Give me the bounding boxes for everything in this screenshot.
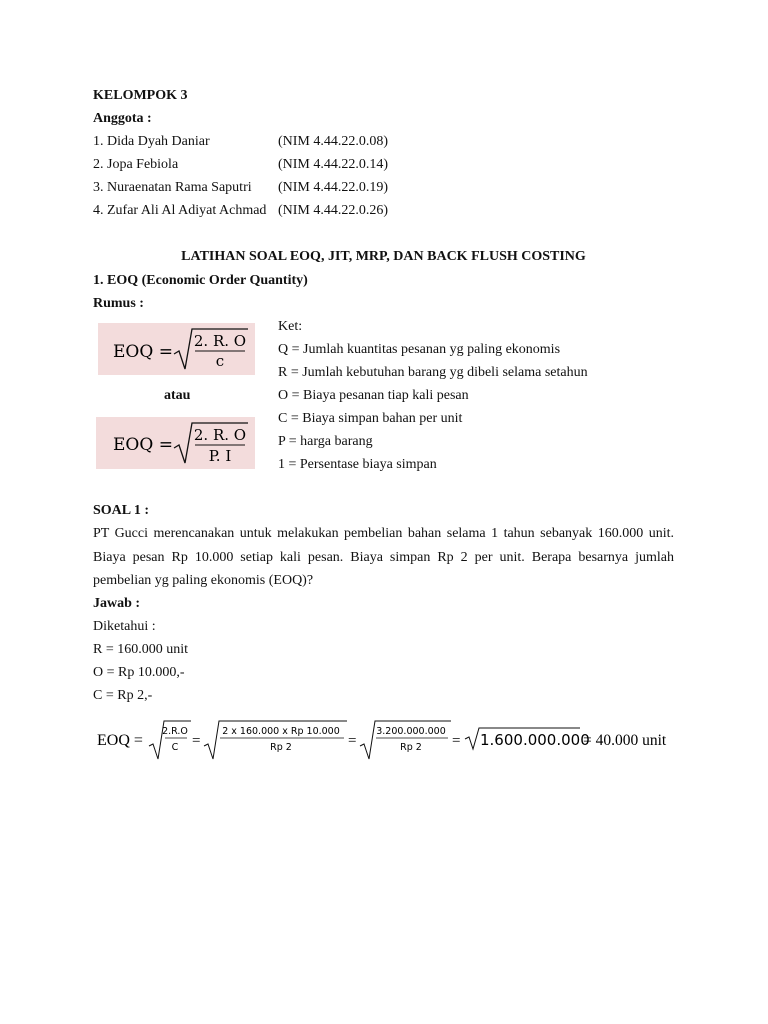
calc-frac-den: Rp 2 xyxy=(270,742,292,753)
eoq-formula-1 xyxy=(98,323,255,375)
calc-lhs: EOQ = xyxy=(97,732,143,749)
member-name: 1. Dida Dyah Daniar xyxy=(93,134,210,149)
ket-item: R = Jumlah kebutuhan barang yg dibeli selama setahun xyxy=(278,365,588,380)
calc-frac-num: 3.200.000.000 xyxy=(376,726,446,737)
calc-frac-num: 2.R.O xyxy=(162,726,188,737)
calc-frac-den: Rp 2 xyxy=(400,742,422,753)
member-nim: (NIM 4.44.22.0.14) xyxy=(278,157,389,172)
document-title: LATIHAN SOAL EOQ, JIT, MRP, DAN BACK FLUSH COSTING xyxy=(181,249,586,264)
ket-item: Q = Jumlah kuantitas pesanan yg paling ekonomis xyxy=(278,342,561,357)
equals-sign: = xyxy=(192,733,201,749)
given-value: C = Rp 2,- xyxy=(93,688,153,703)
ket-label: Ket: xyxy=(278,319,303,334)
soal-text: PT Gucci merencanakan untuk melakukan pembelian bahan selama 1 tahun sebanyak 160.000 unit. Biaya pesan Rp 10.000 setiap kali pesan. Biaya simpan Rp 2 per unit. Berapa besarnya jumlah pembelian yg paling ekonomis (EOQ)? xyxy=(93,526,674,588)
calc-result: = 40.000 unit xyxy=(583,732,667,749)
given-value: R = 160.000 unit xyxy=(93,642,189,657)
formula-numerator: 2. R. O xyxy=(193,332,247,350)
formula-denominator: c xyxy=(215,352,225,370)
members-label: Anggota : xyxy=(93,111,152,126)
diketahui-label: Diketahui : xyxy=(93,619,156,634)
member-name: 4. Zufar Ali Al Adiyat Achmad xyxy=(93,203,267,218)
atau-label: atau xyxy=(164,388,191,403)
ket-item: 1 = Persentase biaya simpan xyxy=(278,457,437,472)
calc-frac-den: C xyxy=(171,742,179,753)
formula-lhs: EOQ = xyxy=(113,342,173,362)
rumus-label: Rumus : xyxy=(93,296,144,311)
member-nim: (NIM 4.44.22.0.19) xyxy=(278,180,389,195)
ket-item: O = Biaya pesanan tiap kali pesan xyxy=(278,388,469,403)
member-nim: (NIM 4.44.22.0.08) xyxy=(278,134,389,149)
eoq-calculation xyxy=(93,715,683,770)
member-nim: (NIM 4.44.22.0.26) xyxy=(278,203,389,218)
ket-item: P = harga barang xyxy=(278,434,373,449)
section-heading-eoq: 1. EOQ (Economic Order Quantity) xyxy=(93,273,308,288)
equals-sign: = xyxy=(452,733,461,749)
member-name: 2. Jopa Febiola xyxy=(93,157,179,172)
ket-item: C = Biaya simpan bahan per unit xyxy=(278,411,463,426)
eoq-formula-2 xyxy=(96,417,255,469)
equals-sign: = xyxy=(348,733,357,749)
formula-lhs: EOQ = xyxy=(113,435,173,455)
given-value: O = Rp 10.000,- xyxy=(93,665,185,680)
calc-frac-num: 2 x 160.000 x Rp 10.000 xyxy=(222,726,340,737)
group-title: KELOMPOK 3 xyxy=(93,88,188,103)
calc-sqrt-value: 1.600.000.000 xyxy=(480,731,590,749)
member-name: 3. Nuraenatan Rama Saputri xyxy=(93,180,252,195)
soal-heading: SOAL 1 : xyxy=(93,503,150,518)
formula-numerator: 2. R. O xyxy=(193,426,247,444)
formula-denominator: P. I xyxy=(208,447,232,465)
jawab-label: Jawab : xyxy=(93,596,141,611)
